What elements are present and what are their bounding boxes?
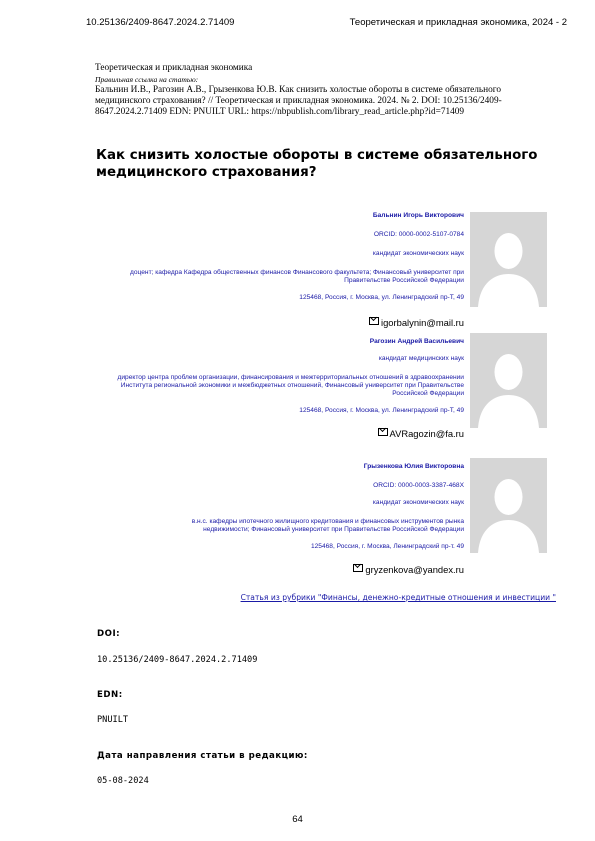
- author-email[interactable]: [369, 317, 464, 328]
- page-number: 64: [292, 814, 303, 825]
- envelope-icon: [353, 564, 363, 572]
- author-photo: [470, 333, 547, 428]
- author-block: [100, 212, 464, 302]
- author-email-text[interactable]: igorbalynin@mail.ru: [381, 317, 464, 328]
- author-position: в.н.с. кафедры ипотечного жилищного кредитования и финансовых инструментов рынка недвижимости; Финансовый университет при Правительстве Российской Федерации: [191, 518, 464, 533]
- author-email-text[interactable]: gryzenkova@yandex.ru: [365, 564, 464, 575]
- author-position: доцент; кафедра Кафедра общественных финансов Финансового факультета; Финансовый университет при Правительстве Российской Федерации: [130, 269, 464, 284]
- author-block: [100, 463, 464, 551]
- submission-date-label: Дата направления статьи в редакцию:: [97, 751, 308, 761]
- author-orcid[interactable]: ORCID: 0000-0002-5107-0784: [373, 231, 464, 238]
- citation-label: Правильная ссылка на статью:: [95, 75, 199, 84]
- author-name: Бальнин Игорь Викторович: [372, 212, 464, 219]
- author-orcid[interactable]: ORCID: 0000-0003-3387-468X: [373, 482, 464, 489]
- author-email-text[interactable]: AVRagozin@fa.ru: [389, 428, 464, 439]
- user-silhouette-icon: [470, 458, 547, 553]
- citation-text: Бальнин И.В., Рагозин А.В., Грызенкова Ю.В. Как снизить холостые обороты в системе обязательного медицинского страхования? // Теоретическая и прикладная экономика. 2024. № 2. DOI: 10.25136/2409-8647.2024.2.71409 EDN: PNUILT URL: https://nbpublish.com/library_read_article.php?id=71409: [95, 85, 502, 117]
- citation-block: [95, 63, 545, 118]
- header-doi: 10.25136/2409-8647.2024.2.71409: [86, 17, 235, 28]
- author-address: 125468, Россия, г. Москва, ул. Ленинградский пр-Т, 49: [299, 294, 464, 301]
- submission-date-value: 05-08-2024: [97, 776, 149, 786]
- author-degree: кандидат экономических наук: [372, 499, 464, 506]
- doi-label: DOI:: [97, 629, 121, 639]
- user-silhouette-icon: [470, 333, 547, 428]
- edn-label: EDN:: [97, 690, 123, 700]
- author-block: [100, 338, 464, 415]
- rubric-link[interactable]: Статья из рубрики "Финансы, денежно-кредитные отношения и инвестиции ": [240, 593, 556, 602]
- article-title: Как снизить холостые обороты в системе обязательного медицинского страхования?: [96, 148, 538, 180]
- citation-journal: Теоретическая и прикладная экономика: [95, 63, 253, 73]
- header-journal-issue: Теоретическая и прикладная экономика, 2024 - 2: [349, 17, 567, 28]
- author-position: директор центра проблем организации, финансирования и межтерриториальных отношений в здравоохранении Института региональной экономики и межбюджетных отношений, Финансовый университет при Правительстве Российской Федерации: [117, 374, 464, 397]
- author-degree: кандидат экономических наук: [372, 250, 464, 257]
- user-silhouette-icon: [470, 212, 547, 307]
- author-email[interactable]: [353, 564, 464, 575]
- author-address: 125468, Россия, г. Москва, Ленинградский пр-т. 49: [310, 543, 464, 550]
- edn-value: PNUILT: [97, 715, 129, 725]
- author-name: Рагозин Андрей Васильевич: [369, 338, 464, 345]
- author-email[interactable]: [378, 428, 464, 439]
- author-name: Грызенкова Юлия Викторовна: [363, 463, 464, 470]
- author-photo: [470, 212, 547, 307]
- author-photo: [470, 458, 547, 553]
- author-degree: кандидат медицинских наук: [378, 355, 464, 362]
- doi-value: 10.25136/2409-8647.2024.2.71409: [97, 655, 258, 665]
- author-address: 125468, Россия, г. Москва, ул. Ленинградский пр-Т, 49: [299, 407, 464, 414]
- envelope-icon: [378, 428, 388, 436]
- envelope-icon: [369, 317, 379, 325]
